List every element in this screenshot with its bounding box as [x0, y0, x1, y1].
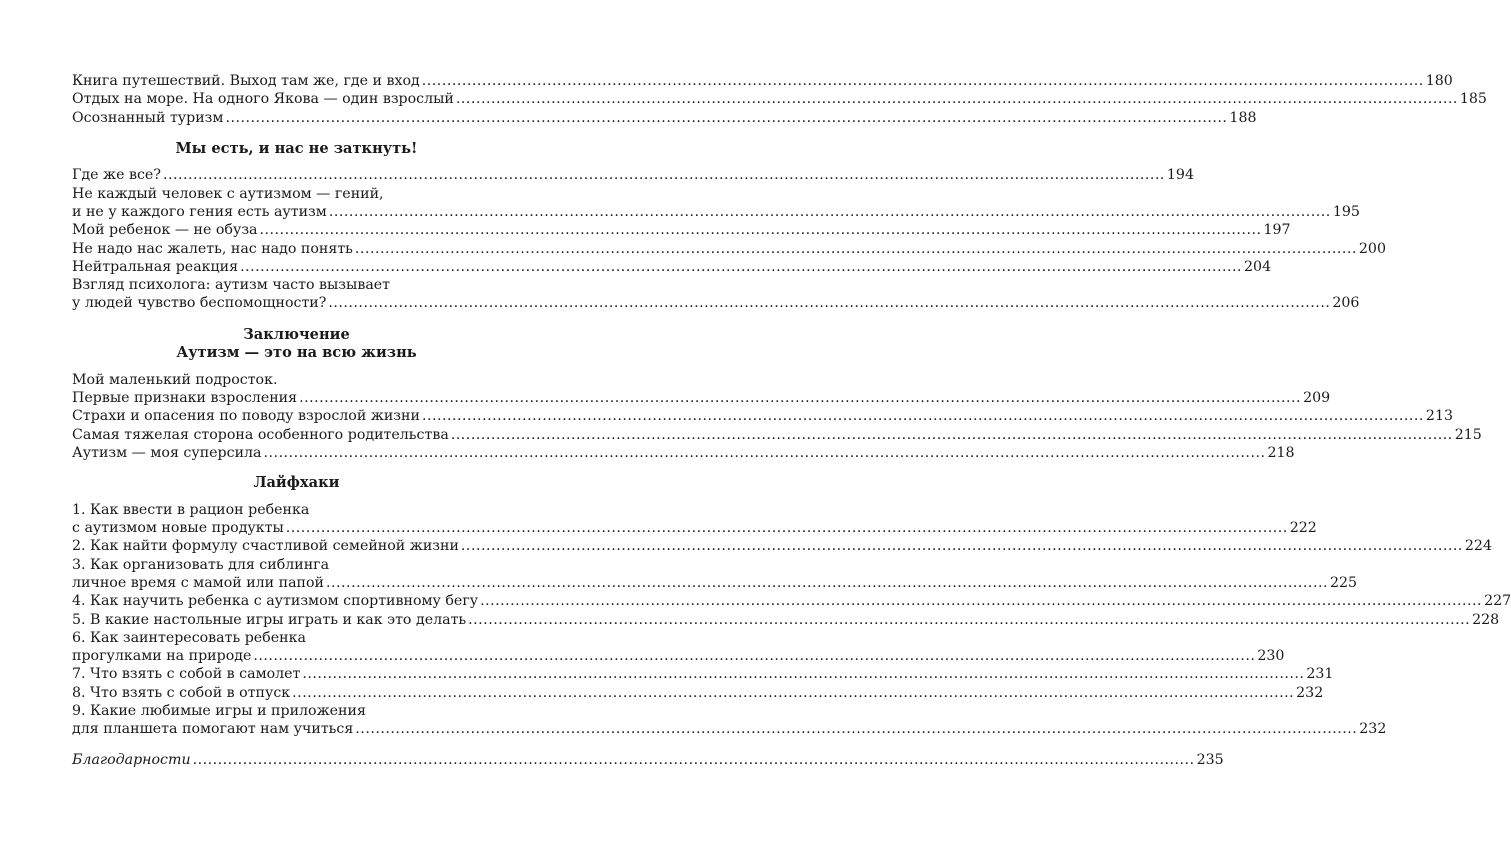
toc-entry-acknowledgements — [72, 751, 1224, 769]
toc-entry-title: 8. Что взять с собой в отпуск — [72, 684, 291, 701]
dot-leader: ........................................................................................................................................................................................................ — [299, 390, 1302, 407]
dot-leader: ........................................................................................................................................................................................................ — [302, 666, 1305, 683]
dot-leader: ........................................................................................................................................................................................................ — [354, 240, 1357, 257]
toc-entry-title-line: 1. Как ввести в рацион ребенка — [72, 501, 310, 518]
toc-entry-page: 213 — [1425, 408, 1454, 425]
toc-entry-title: и не у каждого гения есть аутизм — [72, 203, 327, 220]
toc-entry — [72, 592, 1511, 610]
toc-entry-title: Мой ребенок — не обуза — [72, 222, 258, 239]
dot-leader: ........................................................................................................................................................................................................ — [328, 203, 1331, 220]
toc-entry — [72, 109, 1257, 127]
toc-entry-page: 188 — [1229, 109, 1257, 126]
toc-entry — [72, 519, 1317, 537]
toc-entry — [72, 665, 1334, 683]
toc-entry-page: 235 — [1196, 751, 1224, 768]
toc-entry-page: 218 — [1267, 444, 1295, 461]
toc-entry-title: Аутизм — моя суперсила — [72, 444, 262, 461]
dot-leader: ........................................................................................................................................................................................................ — [460, 538, 1463, 555]
toc-entry-page: 195 — [1332, 203, 1360, 220]
dot-leader: ........................................................................................................................................................................................................ — [240, 258, 1243, 275]
toc-entry-page: 200 — [1358, 240, 1386, 257]
toc-entry-page: 215 — [1454, 426, 1482, 443]
toc-entry-page: 194 — [1166, 167, 1194, 184]
section-heading: Лайфхаки — [253, 474, 340, 492]
toc-entry-title-line: Взгляд психолога: аутизм часто вызывает — [72, 277, 391, 294]
toc-entry — [72, 611, 1500, 629]
dot-leader: ........................................................................................................................................................................................................ — [326, 574, 1328, 591]
toc-entry-page: 209 — [1303, 390, 1331, 407]
dot-leader: ........................................................................................................................................................................................................ — [253, 648, 1256, 665]
dot-leader: ........................................................................................................................................................................................................ — [421, 408, 1424, 425]
toc-entry-title: личное время с мамой или папой — [72, 574, 325, 591]
toc-entry — [72, 221, 1291, 239]
toc-entry-title-line: Не каждый человек с аутизмом — гений, — [72, 185, 384, 202]
section-heading: Заключение — [243, 325, 350, 343]
toc-entry-title-line: Мой маленький подросток. — [72, 371, 278, 388]
toc-entry-title-line: 9. Какие любимые игры и приложения — [72, 703, 366, 720]
toc-entry-title: 2. Как найти формулу счастливой семейной жизни — [72, 538, 459, 555]
dot-leader: ........................................................................................................................................................................................................ — [450, 426, 1453, 443]
toc-entry — [72, 203, 1360, 221]
dot-leader: ........................................................................................................................................................................................................ — [355, 721, 1358, 738]
toc-entry-page: 204 — [1244, 258, 1272, 275]
toc-entry-title-line: 3. Как организовать для сиблинга — [72, 556, 330, 573]
dot-leader: ........................................................................................................................................................................................................ — [328, 295, 1331, 312]
toc-entry — [72, 72, 1453, 90]
dot-leader: ........................................................................................................................................................................................................ — [162, 167, 1165, 184]
dot-leader: ........................................................................................................................................................................................................ — [285, 520, 1288, 537]
toc-entry — [72, 258, 1272, 276]
toc-entry-title: прогулками на природе — [72, 648, 252, 665]
toc-entry-title: с аутизмом новые продукты — [72, 520, 284, 537]
toc-entry-page: 232 — [1359, 721, 1387, 738]
toc-entry-title: Самая тяжелая сторона особенного родительства — [72, 426, 449, 443]
toc-entry-page: 230 — [1257, 648, 1285, 665]
toc-entry-title: Нейтральная реакция — [72, 258, 239, 275]
toc-entry-page: 231 — [1306, 666, 1334, 683]
toc-entry-title: для планшета помогают нам учиться — [72, 721, 354, 738]
toc-entry — [72, 426, 1482, 444]
dot-leader: ........................................................................................................................................................................................................ — [455, 91, 1458, 108]
toc-entry — [72, 407, 1454, 425]
toc-entry-page: 227 — [1484, 593, 1511, 610]
toc-entry-title: 7. Что взять с собой в самолет — [72, 666, 301, 683]
toc-entry-title: Благодарности — [72, 751, 191, 768]
table-of-contents — [72, 72, 1511, 769]
dot-leader: ........................................................................................................................................................................................................ — [421, 73, 1424, 89]
toc-entry-page: 180 — [1425, 73, 1453, 89]
toc-entry-title: 4. Как научить ребенка с аутизмом спортивному бегу — [72, 593, 479, 610]
toc-entry-page: 228 — [1472, 611, 1500, 628]
dot-leader: ........................................................................................................................................................................................................ — [259, 222, 1262, 239]
toc-entry-title: у людей чувство беспомощности? — [72, 295, 327, 312]
toc-entry — [72, 537, 1492, 555]
toc-entry-title: Страхи и опасения по поводу взрослой жизни — [72, 408, 420, 425]
toc-entry — [72, 444, 1295, 462]
toc-entry — [72, 90, 1487, 108]
toc-entry-page: 222 — [1289, 520, 1317, 537]
toc-entry — [72, 389, 1331, 407]
toc-entry — [72, 574, 1358, 592]
toc-entry-title-line: 6. Как заинтересовать ребенка — [72, 629, 306, 646]
toc-entry-title: Не надо нас жалеть, нас надо понять — [72, 240, 353, 257]
dot-leader: ........................................................................................................................................................................................................ — [263, 444, 1266, 461]
dot-leader: ........................................................................................................................................................................................................ — [480, 593, 1483, 610]
toc-entry-page: 232 — [1296, 684, 1324, 701]
toc-entry — [72, 166, 1194, 184]
toc-entry-page: 197 — [1263, 222, 1291, 239]
toc-entry — [72, 240, 1386, 258]
section-subheading: Аутизм — это на всю жизнь — [176, 344, 417, 362]
toc-entry — [72, 647, 1285, 665]
toc-entry-page: 185 — [1459, 91, 1487, 108]
toc-entry — [72, 684, 1324, 702]
toc-entry-title: Первые признаки взросления — [72, 390, 298, 407]
toc-entry — [72, 294, 1360, 312]
dot-leader: ........................................................................................................................................................................................................ — [225, 109, 1228, 126]
toc-entry-title: Где же все? — [72, 167, 161, 184]
section-heading: Мы есть, и нас не заткнуть! — [175, 139, 418, 157]
toc-entry-page: 224 — [1464, 538, 1492, 555]
toc-entry-page: 206 — [1332, 295, 1360, 312]
dot-leader: ........................................................................................................................................................................................................ — [292, 684, 1295, 701]
toc-entry-title: Книга путешествий. Выход там же, где и вход — [72, 73, 420, 89]
dot-leader: ........................................................................................................................................................................................................ — [468, 611, 1471, 628]
toc-entry-page: 225 — [1329, 574, 1358, 591]
toc-entry — [72, 720, 1387, 738]
toc-entry-title: 5. В какие настольные игры играть и как это делать — [72, 611, 467, 628]
toc-entry-title: Отдых на море. На одного Якова — один взрослый — [72, 91, 454, 108]
dot-leader: ........................................................................................................................................................................................................ — [192, 751, 1195, 768]
toc-entry-title: Осознанный туризм — [72, 109, 224, 126]
